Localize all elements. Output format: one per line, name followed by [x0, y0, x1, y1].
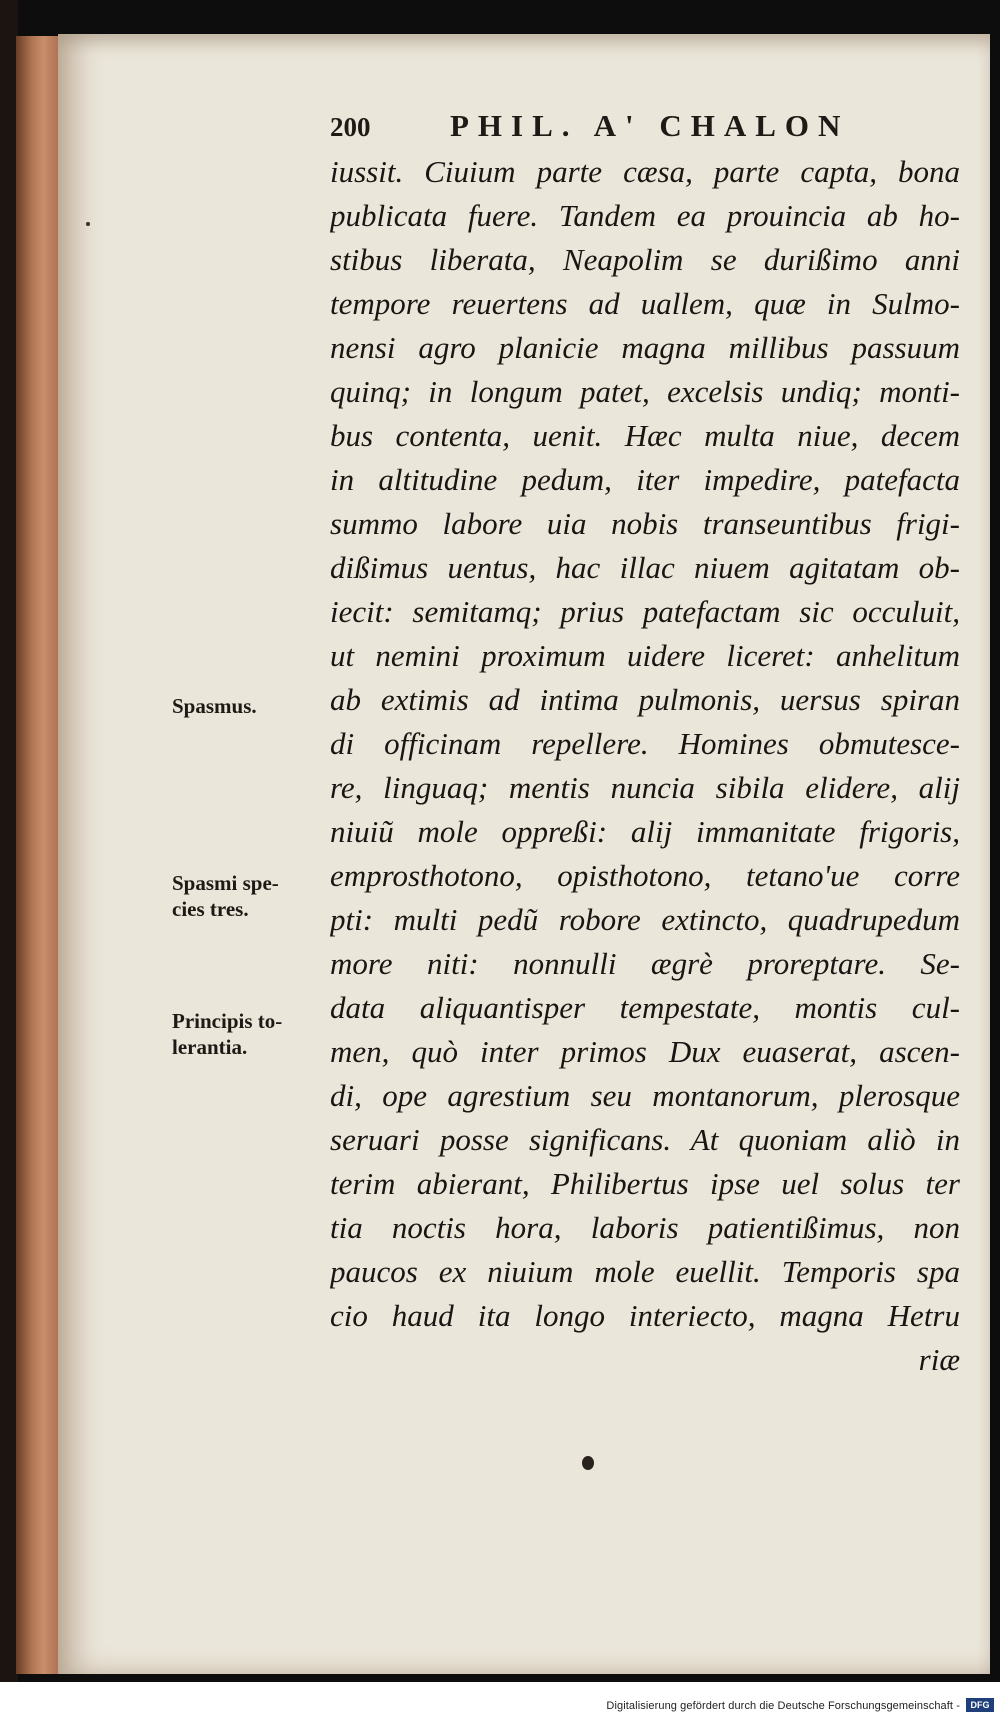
- text-line: di officinam repellere. Homines obmutesce-: [330, 726, 960, 761]
- margin-note-text: lerantia.: [172, 1035, 248, 1059]
- text-line: re, linguaq; mentis nuncia sibila elidere, alij: [330, 770, 960, 805]
- text-line: dißimus uentus, hac illac niuem agitatam ob-: [330, 550, 960, 585]
- text-line: nensi agro planicie magna millibus passuum: [330, 330, 960, 365]
- margin-note-text: Spasmus.: [172, 694, 257, 718]
- ink-speck: [86, 222, 90, 226]
- text-line: di, ope agrestium seu montanorum, plerosque: [330, 1078, 960, 1113]
- text-line: tia noctis hora, laboris patientißimus, non: [330, 1210, 960, 1245]
- text-line: seruari posse significans. At quoniam aliò in: [330, 1122, 960, 1157]
- margin-note-spasmi-species: [172, 870, 279, 922]
- text-line: iecit: semitamq; prius patefactam sic occuluit,: [330, 594, 960, 629]
- text-line: terim abierant, Philibertus ipse uel solus ter: [330, 1166, 960, 1201]
- margin-note-spasmus: [172, 693, 257, 719]
- text-line: iussit. Ciuium parte cæsa, parte capta, bona: [330, 154, 960, 189]
- body-text: [330, 150, 960, 1382]
- text-line: tempore reuertens ad uallem, quæ in Sulmo-: [330, 286, 960, 321]
- running-head: PHIL. A' CHALON: [450, 108, 850, 143]
- funding-credit: Digitalisierung gefördert durch die Deutsche Forschungsgemeinschaft -: [606, 1700, 960, 1712]
- text-line: quinq; in longum patet, excelsis undiq; monti-: [330, 374, 960, 409]
- text-line: niuiũ mole oppreßi: alij immanitate frigoris,: [330, 814, 960, 849]
- text-line: in altitudine pedum, iter impedire, patefacta: [330, 462, 960, 497]
- margin-note-text: Principis to-: [172, 1009, 283, 1033]
- text-line: men, quò inter primos Dux euaserat, ascen-: [330, 1034, 960, 1069]
- margin-note-text: Spasmi spe-: [172, 871, 279, 895]
- book-spine-edge: [16, 36, 62, 1674]
- margin-note-principis-tolerantia: [172, 1008, 282, 1060]
- text-line: ut nemini proximum uidere liceret: anhelitum: [330, 638, 960, 673]
- text-line: bus contenta, uenit. Hæc multa niue, decem: [330, 418, 960, 453]
- text-line: pti: multi pedũ robore extincto, quadrupedum: [330, 902, 960, 937]
- text-line: data aliquantisper tempestate, montis cul-: [330, 990, 960, 1025]
- text-line: paucos ex niuium mole euellit. Temporis spa: [330, 1254, 960, 1289]
- page-number: 200: [330, 112, 371, 142]
- text-line: cio haud ita longo interiecto, magna Hetru: [330, 1298, 960, 1333]
- catchword: riæ: [918, 1342, 960, 1377]
- text-line: ab extimis ad intima pulmonis, uersus spiran: [330, 682, 960, 717]
- text-line: more niti: nonnulli ægrè proreptare. Se-: [330, 946, 960, 981]
- text-line: summo labore uia nobis transeuntibus frigi-: [330, 506, 960, 541]
- dfg-logo: DFG: [966, 1698, 994, 1712]
- text-line: stibus liberata, Neapolim se durißimo anni: [330, 242, 960, 277]
- margin-note-text: cies tres.: [172, 897, 249, 921]
- ink-blot: [582, 1456, 594, 1470]
- text-line: emprosthotono, opisthotono, tetano'ue corre: [330, 858, 960, 893]
- text-line: publicata fuere. Tandem ea prouincia ab ho-: [330, 198, 960, 233]
